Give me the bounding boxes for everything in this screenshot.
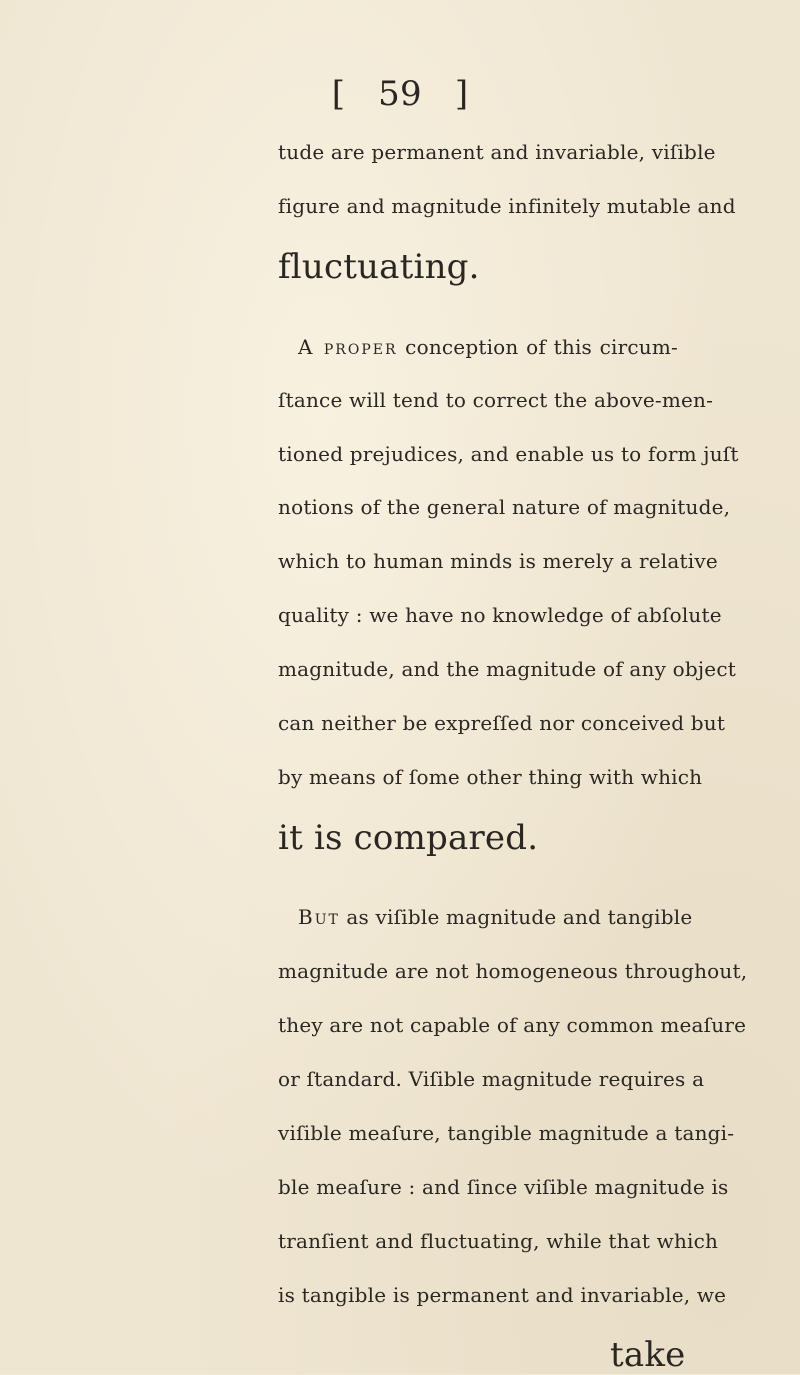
text-line: ſtance will tend to correct the above-men- xyxy=(278,388,714,412)
text-line: tioned prejudices, and enable us to form juſt xyxy=(278,442,739,466)
text-line: which to human minds is merely a relative xyxy=(278,549,718,573)
text-line: quality : we have no knowledge of abſolute xyxy=(278,603,722,627)
text-line: notions of the general nature of magnitude, xyxy=(278,495,731,519)
text-line: tranſient and fluctuating, while that which xyxy=(278,1229,719,1253)
catchword: take xyxy=(610,1335,686,1375)
text-line: fluctuating. xyxy=(278,247,480,287)
page-number: [ 59 ] xyxy=(331,74,469,114)
paragraph-first-line xyxy=(298,905,693,929)
text-line-rest: conception of this circum- xyxy=(405,335,679,359)
small-caps-lead: A proper xyxy=(298,335,398,359)
paragraph-first-line xyxy=(298,335,678,359)
text-line: they are not capable of any common meaſure xyxy=(278,1013,747,1037)
text-line: can neither be expreſſed nor conceived but xyxy=(278,711,726,735)
text-line: figure and magnitude infinitely mutable and xyxy=(278,194,736,218)
text-line: or ſtandard. Viſible magnitude requires a xyxy=(278,1067,705,1091)
text-line: ble meaſure : and ſince viſible magnitude is xyxy=(278,1175,729,1199)
text-line: is tangible is permanent and invariable, we xyxy=(278,1283,727,1307)
text-line: it is compared. xyxy=(278,818,539,858)
text-line: magnitude are not homogeneous throughout, xyxy=(278,959,748,983)
text-line-rest: as viſible magnitude and tangible xyxy=(346,905,693,929)
text-line: tude are permanent and invariable, viſible xyxy=(278,140,716,164)
text-line: viſible meaſure, tangible magnitude a tangi- xyxy=(278,1121,735,1145)
text-line: by means of ſome other thing with which xyxy=(278,765,703,789)
small-caps-lead: But xyxy=(298,905,340,929)
text-line: magnitude, and the magnitude of any object xyxy=(278,657,736,681)
